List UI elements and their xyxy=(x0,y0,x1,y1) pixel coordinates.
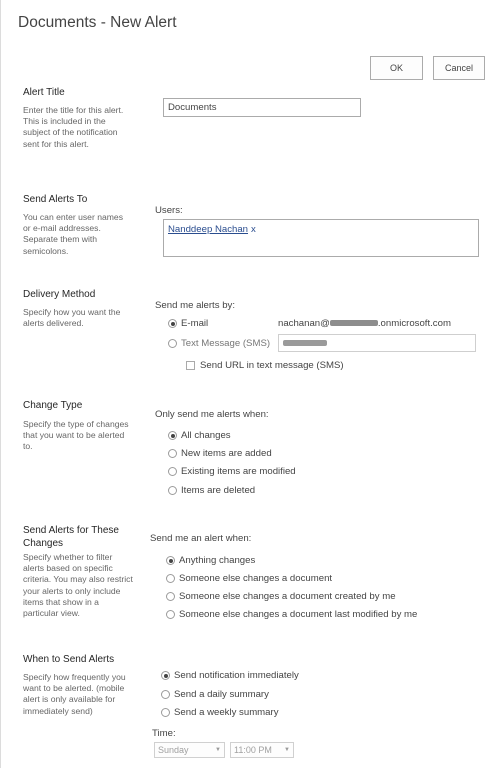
time-value: 11:00 PM xyxy=(234,745,272,755)
criteria-else-radio[interactable] xyxy=(166,574,175,583)
change-modified-radio[interactable] xyxy=(168,467,177,476)
time-select[interactable] xyxy=(230,742,294,758)
chevron-down-icon: ▼ xyxy=(284,747,290,753)
alert-title-heading: Alert Title xyxy=(23,87,65,98)
criteria-else-label: Someone else changes a document xyxy=(179,573,333,584)
email-prefix: nachanan@ xyxy=(278,318,330,329)
when-daily-option[interactable] xyxy=(161,689,269,700)
alert-title-description: Enter the title for this alert. This is included in the subject of the notification sent for this alert. xyxy=(23,105,124,149)
sms-number-input[interactable] xyxy=(278,334,476,352)
remove-user-button[interactable]: x xyxy=(251,224,256,235)
change-deleted-label: Items are deleted xyxy=(181,485,256,496)
delivery-description: Specify how you want the alerts delivered. xyxy=(23,307,121,329)
users-label: Users: xyxy=(155,205,183,216)
when-weekly-label: Send a weekly summary xyxy=(174,707,279,718)
send-url-option[interactable] xyxy=(186,360,344,371)
change-all-option[interactable] xyxy=(168,430,231,441)
users-field[interactable] xyxy=(163,219,479,257)
change-deleted-radio[interactable] xyxy=(168,486,177,495)
change-modified-option[interactable] xyxy=(168,466,296,477)
send-url-label: Send URL in text message (SMS) xyxy=(200,360,344,371)
when-weekly-radio[interactable] xyxy=(161,708,170,717)
criteria-heading: Send Alerts for These Changes xyxy=(23,525,119,549)
criteria-modified-label: Someone else changes a document last modified by me xyxy=(179,609,418,620)
delivery-email-option[interactable] xyxy=(168,318,208,329)
criteria-else-option[interactable] xyxy=(166,573,332,584)
email-radio[interactable] xyxy=(168,319,177,328)
day-select[interactable] xyxy=(154,742,225,758)
change-all-label: All changes xyxy=(181,430,231,441)
when-daily-label: Send a daily summary xyxy=(174,689,269,700)
cancel-button[interactable]: Cancel xyxy=(433,56,485,80)
redacted-phone xyxy=(283,340,327,346)
when-immediate-option[interactable] xyxy=(161,670,299,681)
window-edge xyxy=(0,0,1,768)
page-title: Documents - New Alert xyxy=(18,14,177,31)
criteria-description: Specify whether to filter alerts based on specific criteria. You may also restrict your alerts to only include items that show in a particular view. xyxy=(23,552,133,619)
time-label: Time: xyxy=(152,728,176,739)
email-suffix: .onmicrosoft.com xyxy=(377,318,451,329)
when-immediate-label: Send notification immediately xyxy=(174,670,299,681)
change-type-heading: Change Type xyxy=(23,400,83,411)
when-description: Specify how frequently you want to be alerted. (mobile alert is only available for immediately send) xyxy=(23,672,126,716)
email-address xyxy=(278,318,451,329)
when-heading: When to Send Alerts xyxy=(23,654,115,665)
when-immediate-radio[interactable] xyxy=(161,671,170,680)
change-added-option[interactable] xyxy=(168,448,272,459)
day-value: Sunday xyxy=(158,745,189,755)
change-all-radio[interactable] xyxy=(168,431,177,440)
send-url-checkbox[interactable] xyxy=(186,361,195,370)
alert-title-input[interactable] xyxy=(163,98,361,117)
sms-radio[interactable] xyxy=(168,339,177,348)
change-modified-label: Existing items are modified xyxy=(181,466,296,477)
delivery-heading: Delivery Method xyxy=(23,289,96,300)
change-type-prompt: Only send me alerts when: xyxy=(155,409,269,420)
criteria-modified-option[interactable] xyxy=(166,609,417,620)
delivery-prompt: Send me alerts by: xyxy=(155,300,235,311)
email-label: E-mail xyxy=(181,318,209,329)
change-type-description: Specify the type of changes that you want to be alerted to. xyxy=(23,419,129,452)
criteria-anything-radio[interactable] xyxy=(166,556,175,565)
redacted-domain xyxy=(330,320,378,326)
change-deleted-option[interactable] xyxy=(168,485,255,496)
when-weekly-option[interactable] xyxy=(161,707,279,718)
change-added-radio[interactable] xyxy=(168,449,177,458)
sms-label: Text Message (SMS) xyxy=(181,338,271,349)
criteria-modified-radio[interactable] xyxy=(166,610,175,619)
criteria-anything-label: Anything changes xyxy=(179,555,256,566)
criteria-created-radio[interactable] xyxy=(166,592,175,601)
change-added-label: New items are added xyxy=(181,448,272,459)
when-daily-radio[interactable] xyxy=(161,690,170,699)
criteria-created-option[interactable] xyxy=(166,591,396,602)
ok-button[interactable]: OK xyxy=(370,56,423,80)
criteria-created-label: Someone else changes a document created by me xyxy=(179,591,396,602)
criteria-anything-option[interactable] xyxy=(166,555,255,566)
send-to-heading: Send Alerts To xyxy=(23,194,88,205)
send-to-description: You can enter user names or e-mail addresses. Separate them with semicolons. xyxy=(23,212,124,256)
criteria-prompt: Send me an alert when: xyxy=(150,533,252,544)
alert-title-value: Documents xyxy=(168,102,217,113)
user-name-link[interactable]: Nanddeep Nachan xyxy=(168,224,249,235)
delivery-sms-option[interactable] xyxy=(168,338,270,349)
chevron-down-icon: ▼ xyxy=(215,747,221,753)
